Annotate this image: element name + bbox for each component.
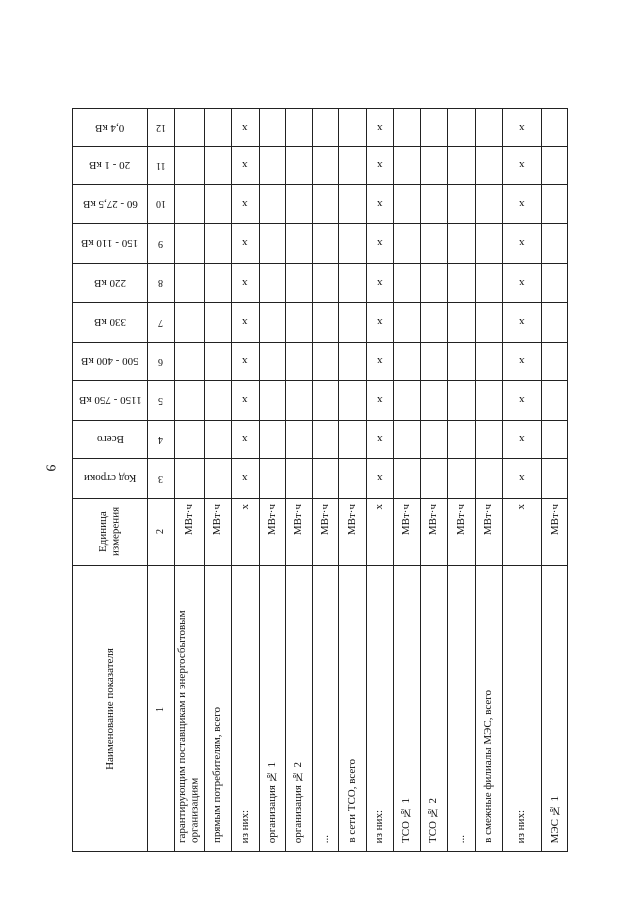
row-name <box>541 565 569 853</box>
name-header-label: Наименование показателя <box>103 648 116 770</box>
column-number-label: 7 <box>158 316 163 328</box>
row-name-label: в сети ТСО, всего <box>345 759 358 843</box>
row-unit <box>231 498 259 565</box>
x-mark-cell <box>231 342 259 380</box>
row-unit <box>502 498 541 565</box>
row-unit-label: МВт·ч <box>482 504 495 536</box>
x-mark-cell <box>231 109 259 146</box>
column-number-label: 5 <box>158 394 163 406</box>
column-number-label: 4 <box>158 433 163 445</box>
column-header-label: 20 - 1 кВ <box>89 159 131 171</box>
row-unit <box>285 498 312 565</box>
x-mark-cell <box>502 342 541 380</box>
x-mark-cell <box>502 263 541 302</box>
column-number-label: 3 <box>158 472 163 484</box>
x-mark: х <box>518 237 525 249</box>
row-name-label: в смежные филиалы МЭС, всего <box>482 690 495 843</box>
x-mark: х <box>518 159 525 171</box>
column-number-label: 8 <box>158 277 163 288</box>
column-number <box>147 342 174 380</box>
x-mark-cell <box>231 223 259 263</box>
row-name <box>285 565 312 853</box>
x-mark-cell <box>366 146 393 184</box>
x-mark: х <box>376 237 383 249</box>
row-unit-label: МВт·ч <box>265 504 278 536</box>
indicator-table <box>72 108 568 852</box>
x-mark-cell <box>366 342 393 380</box>
column-number <box>147 420 174 458</box>
row-unit-label: х <box>515 504 528 510</box>
x-mark-cell <box>366 184 393 223</box>
x-mark-cell <box>502 223 541 263</box>
x-mark-cell <box>366 302 393 342</box>
column-number <box>147 458 174 498</box>
column-header <box>73 302 147 342</box>
column-number <box>147 498 174 565</box>
row-unit-label: МВт·ч <box>548 504 561 536</box>
column-header-label: 220 кВ <box>94 276 126 289</box>
row-unit <box>174 498 204 565</box>
x-mark: х <box>518 276 525 289</box>
x-mark-cell <box>231 184 259 223</box>
column-number-label: 11 <box>155 159 166 171</box>
row-name <box>447 565 475 853</box>
column-header-label: 330 кВ <box>94 316 126 328</box>
row-name <box>259 565 285 853</box>
row-unit <box>312 498 338 565</box>
x-mark: х <box>518 197 525 210</box>
column-header-label: Код строки <box>83 472 137 484</box>
x-mark-cell <box>502 146 541 184</box>
column-number-label: 2 <box>154 529 166 534</box>
row-name-label: прямым потребителям, всего <box>211 706 224 843</box>
unit-header <box>73 498 147 565</box>
column-number <box>147 184 174 223</box>
row-name <box>502 565 541 853</box>
row-unit <box>475 498 502 565</box>
x-mark-cell <box>366 380 393 420</box>
row-name-label: из них: <box>238 809 251 843</box>
column-header-label: 150 - 110 кВ <box>81 237 139 249</box>
x-mark-cell <box>366 223 393 263</box>
row-unit-label: МВт·ч <box>292 504 305 536</box>
x-mark-cell <box>231 380 259 420</box>
x-mark-cell <box>231 302 259 342</box>
row-name <box>174 565 204 853</box>
x-mark: х <box>242 472 248 484</box>
x-mark-cell <box>502 380 541 420</box>
column-number-label: 10 <box>155 198 166 209</box>
x-mark-cell <box>366 109 393 146</box>
row-name-label: из них: <box>373 809 386 843</box>
column-header-label: 60 - 27,5 кВ <box>82 197 138 210</box>
row-name <box>393 565 420 853</box>
x-mark: х <box>376 276 383 289</box>
row-name <box>366 565 393 853</box>
x-mark: х <box>376 472 383 484</box>
row-name-label: ТСО № 2 <box>427 798 440 843</box>
column-number <box>147 146 174 184</box>
row-unit <box>420 498 447 565</box>
x-mark-cell <box>231 146 259 184</box>
x-mark: х <box>376 394 383 406</box>
row-name-label: ТСО № 1 <box>400 798 413 843</box>
x-mark: х <box>376 121 383 134</box>
row-unit <box>338 498 366 565</box>
x-mark-cell <box>502 458 541 498</box>
row-unit-label: МВт·ч <box>318 504 331 536</box>
row-unit <box>393 498 420 565</box>
row-unit-label: МВт·ч <box>427 504 440 536</box>
x-mark: х <box>376 159 383 171</box>
column-header <box>73 380 147 420</box>
column-number-label: 1 <box>154 706 166 712</box>
x-mark: х <box>242 159 248 171</box>
x-mark: х <box>518 472 525 484</box>
x-mark: х <box>242 433 248 445</box>
row-unit-label: МВт·ч <box>345 504 358 536</box>
x-mark: х <box>242 355 248 367</box>
row-unit <box>366 498 393 565</box>
unit-header-label: Единица измерения <box>97 506 122 557</box>
x-mark: х <box>376 316 383 328</box>
column-header-label: Всего <box>96 433 124 445</box>
name-header <box>73 565 147 853</box>
x-mark-cell <box>502 302 541 342</box>
column-number <box>147 109 174 146</box>
row-name <box>231 565 259 853</box>
x-mark: х <box>518 121 525 134</box>
column-number-label: 9 <box>158 237 163 249</box>
column-number <box>147 380 174 420</box>
column-number <box>147 263 174 302</box>
column-header-label: 500 - 400 кВ <box>81 355 139 367</box>
x-mark-cell <box>502 420 541 458</box>
column-header <box>73 263 147 302</box>
column-number <box>147 302 174 342</box>
column-number <box>147 565 174 853</box>
x-mark-cell <box>231 263 259 302</box>
column-header <box>73 184 147 223</box>
column-header-label: 0,4 кВ <box>95 121 125 134</box>
row-unit-label: МВт·ч <box>400 504 413 536</box>
x-mark-cell <box>502 109 541 146</box>
row-unit <box>204 498 231 565</box>
row-name <box>204 565 231 853</box>
x-mark: х <box>242 121 248 134</box>
row-name-label: гарантирующим поставщикам и энергосбытовым организациям <box>176 610 201 843</box>
x-mark-cell <box>231 420 259 458</box>
x-mark-cell <box>366 458 393 498</box>
row-name <box>312 565 338 853</box>
row-name <box>475 565 502 853</box>
row-name <box>420 565 447 853</box>
x-mark: х <box>242 197 248 210</box>
column-header <box>73 458 147 498</box>
row-name-label: организация № 2 <box>292 761 305 843</box>
page-number: 9 <box>42 464 58 472</box>
row-name-label: МЭС № 1 <box>548 795 561 843</box>
row-name-label: ... <box>318 834 331 843</box>
x-mark: х <box>376 433 383 445</box>
column-number-label: 6 <box>158 355 163 367</box>
x-mark: х <box>242 316 248 328</box>
x-mark-cell <box>366 420 393 458</box>
row-unit-label: МВт·ч <box>454 504 467 536</box>
column-header <box>73 146 147 184</box>
column-header <box>73 420 147 458</box>
x-mark: х <box>518 394 525 406</box>
x-mark: х <box>518 433 525 445</box>
x-mark: х <box>518 316 525 328</box>
x-mark: х <box>376 197 383 210</box>
row-name-label: организация № 1 <box>265 761 278 843</box>
column-header <box>73 342 147 380</box>
x-mark-cell <box>366 263 393 302</box>
x-mark: х <box>242 237 248 249</box>
row-name-label: ... <box>454 834 467 843</box>
row-unit-label: х <box>373 504 386 510</box>
column-number-label: 12 <box>155 122 166 133</box>
x-mark: х <box>242 276 248 289</box>
row-unit <box>447 498 475 565</box>
column-number <box>147 223 174 263</box>
row-unit <box>541 498 569 565</box>
row-name-label: из них: <box>515 809 528 843</box>
column-header-label: 1150 - 750 кВ <box>78 394 142 406</box>
row-unit-label: МВт·ч <box>211 504 224 536</box>
x-mark: х <box>242 394 248 406</box>
row-unit <box>259 498 285 565</box>
x-mark-cell <box>231 458 259 498</box>
x-mark: х <box>376 355 383 367</box>
column-header <box>73 109 147 146</box>
column-header <box>73 223 147 263</box>
row-name <box>338 565 366 853</box>
row-unit-label: МВт·ч <box>182 504 195 536</box>
x-mark-cell <box>502 184 541 223</box>
row-unit-label: х <box>238 504 251 510</box>
x-mark: х <box>518 355 525 367</box>
